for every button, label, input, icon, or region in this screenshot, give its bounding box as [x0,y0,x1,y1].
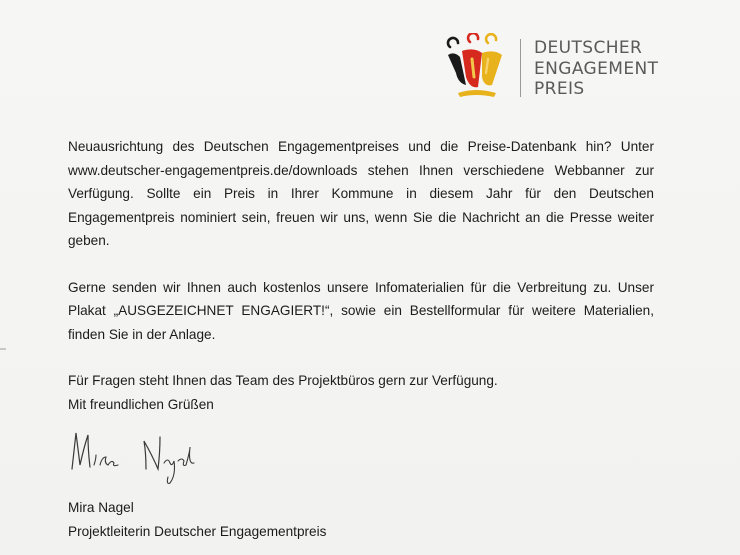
signer-title: Projektleiterin Deutscher Engagementpreis [68,524,327,539]
scan-edge-mark [0,348,6,350]
logo-line-1: DEUTSCHER [534,38,643,58]
logo-line-3: PREIS [534,79,585,99]
handwritten-signature [66,425,206,487]
engagement-prize-logo [444,33,684,105]
logo-line-2: ENGAGEMENT [534,58,659,79]
signer-name: Mira Nagel [68,500,134,515]
paragraph-2: Gerne senden wir Ihnen auch kostenlos unsere Infomaterialien für die Verbreitung zu. Unser Plakat „AUSGEZEICHNET ENGAGIERT!“, sowie ein Bestellformular für weitere Materialien, finden Sie in der Anlage. [68,279,654,342]
engagement-prize-logo-icon [444,33,510,103]
closing-line: Für Fragen steht Ihnen das Team des Projektbüros gern zur Verfügung. [68,373,498,388]
logo-divider [520,39,521,97]
letter-body [68,135,654,416]
logo-wordmark [534,38,658,100]
greeting: Mit freundlichen Grüßen [68,396,214,412]
paragraph-1: Neuausrichtung des Deutschen Engagementpreises und die Preise-Datenbank hin? Unter www.deutscher-engagementpreis.de/downloads stehen Ihnen verschiedene Webbanner zur Verfügung. Sollte ein Preis in Ihrer Kommune in diesem Jahr für den Deutschen Engagementpreis nominiert sein, freuen wir uns, wenn Sie die Nachricht an die Presse weiter geben. [68,139,654,248]
